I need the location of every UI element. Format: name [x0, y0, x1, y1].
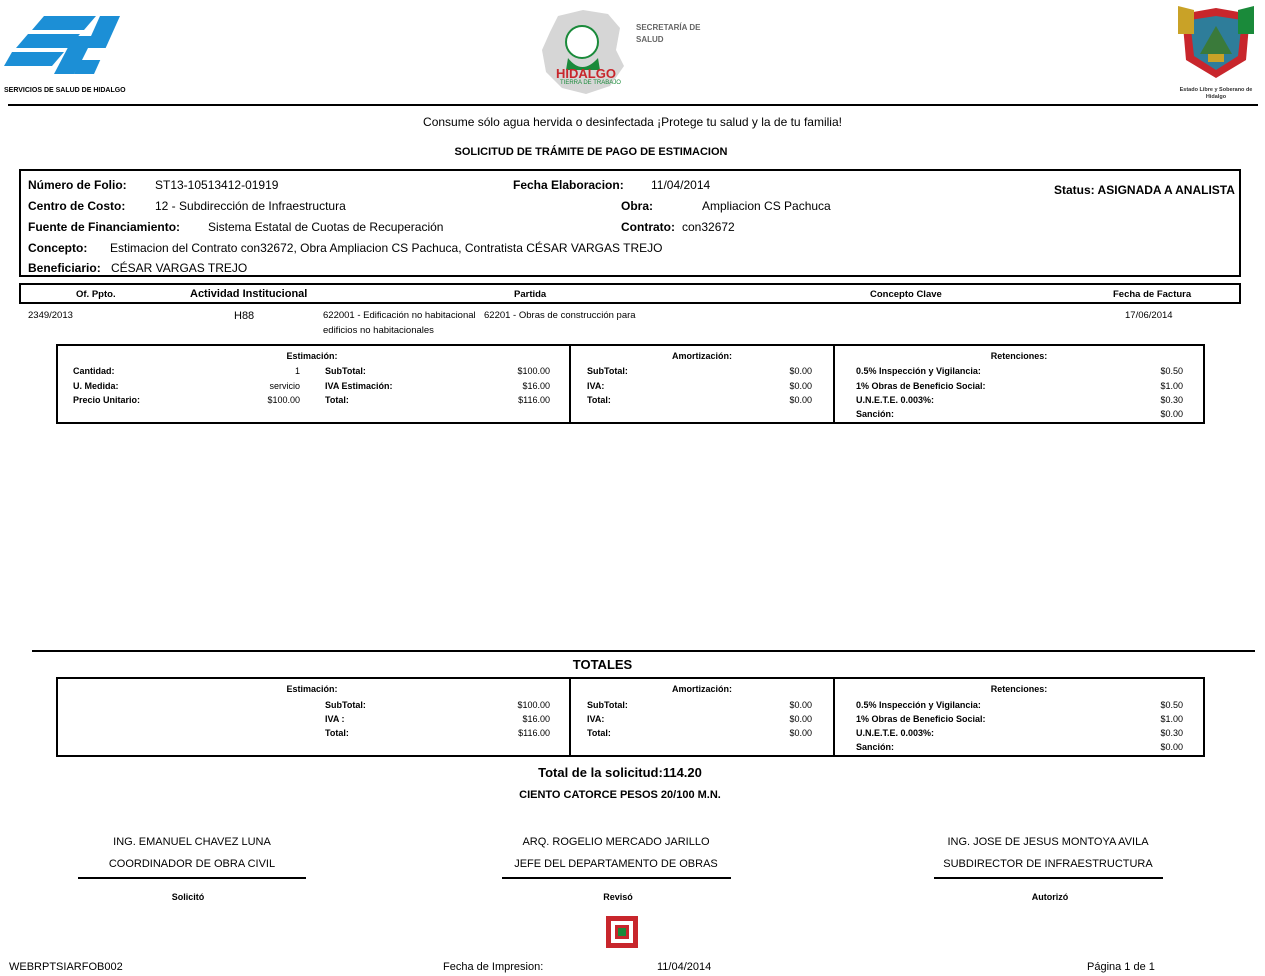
header-rule [8, 104, 1258, 106]
row-partida-2: 62201 - Obras de construcción para [484, 310, 636, 321]
signature-2-role: JEFE DEL DEPARTAMENTO DE OBRAS [514, 858, 718, 870]
col-partida: Partida [514, 289, 547, 300]
contrato-value: con32672 [682, 220, 735, 234]
signature-3-line [934, 877, 1163, 879]
col-of-ppto: Of. Ppto. [76, 289, 116, 300]
obra-label: Obra: [621, 199, 654, 213]
detail-cantidad-value: 1 [294, 366, 300, 376]
page-number: Página 1 de 1 [1087, 961, 1155, 973]
totales-subtotal-value: $100.00 [517, 700, 550, 710]
fecha-elaboracion-label: Fecha Elaboracion: [513, 178, 624, 192]
detail-total-label: Total: [325, 395, 349, 405]
folio-label: Número de Folio: [28, 178, 127, 192]
totales-rule [32, 650, 1255, 652]
detail-ret-sancion-label: Sanción: [856, 409, 895, 419]
detail-subtotal-value: $100.00 [517, 366, 550, 376]
footer-emblem [606, 916, 638, 948]
secretaria-title: SECRETARÍA DE SALUD [636, 23, 701, 44]
hidalgo-word: HIDALGO [556, 66, 616, 81]
document-title: SOLICITUD DE TRÁMITE DE PAGO DE ESTIMACION [454, 146, 728, 158]
concepto-label: Concepto: [28, 241, 88, 255]
detail-box [56, 344, 1205, 424]
detail-amort-iva-label: IVA: [587, 381, 605, 391]
detail-ret-unete-label: U.N.E.T.E. 0.003%: [856, 395, 935, 405]
detail-amort-title: Amortización: [671, 351, 732, 361]
detail-ret-insp-label: 0.5% Inspección y Vigilancia: [856, 366, 981, 376]
detail-subtotal-label: SubTotal: [325, 366, 366, 376]
totales-ret-unete-label: U.N.E.T.E. 0.003%: [856, 728, 935, 738]
fuente-value: Sistema Estatal de Cuotas de Recuperación [208, 220, 444, 234]
report-id: WEBRPTSIARFOB002 [9, 961, 123, 973]
totales-amort-subtotal-value: $0.00 [789, 700, 812, 710]
state-coat-of-arms [1176, 4, 1256, 98]
signature-3-role: SUBDIRECTOR DE INFRAESTRUCTURA [943, 858, 1153, 870]
row-partida-3: edificios no habitacionales [323, 325, 434, 336]
centro-costo-value: 12 - Subdirección de Infraestructura [155, 199, 346, 213]
signature-2-action: Revisó [603, 892, 633, 902]
flag-emblem-icon [606, 916, 638, 948]
obra-value: Ampliacion CS Pachuca [702, 199, 831, 213]
detail-ret-sancion-value: $0.00 [1160, 409, 1183, 419]
row-of-ppto: 2349/2013 [28, 310, 73, 321]
coat-of-arms-icon [1176, 4, 1256, 82]
beneficiario-label: Beneficiario: [28, 261, 101, 275]
row-fecha-factura: 17/06/2014 [1125, 310, 1173, 321]
impresion-label: Fecha de Impresion: [443, 961, 544, 973]
fuente-label: Fuente de Financiamiento: [28, 220, 181, 234]
detail-iva-label: IVA Estimación: [325, 381, 393, 391]
signature-3-action: Autorizó [1031, 892, 1069, 902]
totales-amort-iva-value: $0.00 [789, 714, 812, 724]
detail-amort-iva-value: $0.00 [789, 381, 812, 391]
signature-2-line [502, 877, 731, 879]
totales-amort-total-value: $0.00 [789, 728, 812, 738]
detail-cantidad-label: Cantidad: [73, 366, 115, 376]
ssh-logo [4, 14, 126, 92]
detail-precio-value: $100.00 [267, 395, 300, 405]
detail-precio-label: Precio Unitario: [73, 395, 141, 405]
signature-2-name: ARQ. ROGELIO MERCADO JARILLO [522, 836, 710, 848]
totales-title: TOTALES [572, 657, 633, 672]
totales-ret-benef-value: $1.00 [1160, 714, 1183, 724]
totales-amort-total-label: Total: [587, 728, 611, 738]
totales-iva-value: $16.00 [522, 714, 550, 724]
col-fecha-factura: Fecha de Factura [1113, 289, 1192, 300]
signature-1-action: Solicitó [171, 892, 205, 902]
hidalgo-sub: TIERRA DE TRABAJO [560, 80, 621, 86]
signature-1-name: ING. EMANUEL CHAVEZ LUNA [113, 836, 271, 848]
totales-amort-title: Amortización: [671, 684, 732, 694]
detail-amort-total-label: Total: [587, 395, 611, 405]
status-badge: Status: ASIGNADA A ANALISTA [1054, 183, 1235, 197]
detail-estimacion-title: Estimación: [286, 351, 338, 361]
detail-iva-value: $16.00 [522, 381, 550, 391]
signature-3-name: ING. JOSE DE JESUS MONTOYA AVILA [947, 836, 1149, 848]
totales-iva-label: IVA : [325, 714, 345, 724]
detail-ret-benef-label: 1% Obras de Beneficio Social: [856, 381, 986, 391]
table-header [19, 283, 1241, 304]
totales-ret-insp-value: $0.50 [1160, 700, 1183, 710]
totales-estimacion-title: Estimación: [286, 684, 338, 694]
detail-ret-title: Retenciones: [990, 351, 1048, 361]
totales-total-value: $116.00 [518, 728, 550, 738]
totales-amort-subtotal-label: SubTotal: [587, 700, 628, 710]
detail-amort-total-value: $0.00 [789, 395, 812, 405]
detail-ret-insp-value: $0.50 [1160, 366, 1183, 376]
detail-amort-subtotal-label: SubTotal: [587, 366, 628, 376]
totales-ret-benef-label: 1% Obras de Beneficio Social: [856, 714, 986, 724]
fecha-elaboracion-value: 11/04/2014 [651, 178, 711, 192]
total-solicitud: Total de la solicitud:114.20 [538, 765, 702, 780]
totales-ret-insp-label: 0.5% Inspección y Vigilancia: [856, 700, 981, 710]
signature-1-line [78, 877, 306, 879]
detail-umedida-label: U. Medida: [73, 381, 119, 391]
impresion-value: 11/04/2014 [657, 961, 712, 973]
ssh-logo-text: SERVICIOS DE SALUD DE HIDALGO [4, 87, 126, 94]
detail-amort-subtotal-value: $0.00 [789, 366, 812, 376]
row-partida-1: 622001 - Edificación no habitacional [323, 310, 476, 321]
row-actividad: H88 [234, 310, 255, 322]
detail-umedida-value: servicio [269, 381, 300, 391]
detail-ret-unete-value: $0.30 [1160, 395, 1183, 405]
concepto-value: Estimacion del Contrato con32672, Obra Ampliacion CS Pachuca, Contratista CÉSAR VARGAS TREJO [110, 241, 663, 255]
ssh-logo-icon [4, 14, 126, 80]
totales-ret-unete-value: $0.30 [1160, 728, 1183, 738]
beneficiario-value: CÉSAR VARGAS TREJO [111, 261, 248, 275]
totales-ret-sancion-value: $0.00 [1160, 742, 1183, 752]
totales-amort-iva-label: IVA: [587, 714, 605, 724]
health-notice: Consume sólo agua hervida o desinfectada ¡Protege tu salud y la de tu familia! [423, 115, 842, 129]
totales-total-label: Total: [325, 728, 349, 738]
total-en-letra: CIENTO CATORCE PESOS 20/100 M.N. [519, 789, 721, 801]
col-actividad: Actividad Institucional [190, 288, 308, 300]
totales-box [56, 677, 1205, 757]
table-row [0, 306, 1265, 336]
totales-subtotal-label: SubTotal: [325, 700, 366, 710]
col-concepto-clave: Concepto Clave [870, 289, 942, 300]
detail-ret-benef-value: $1.00 [1160, 381, 1183, 391]
coat-of-arms-text: Estado Libre y Soberano de Hidalgo [1179, 87, 1253, 100]
detail-total-value: $116.00 [518, 395, 550, 405]
folio-value: ST13-10513412-01919 [155, 178, 279, 192]
secretaria-logo [538, 6, 718, 98]
signature-1-role: COORDINADOR DE OBRA CIVIL [108, 858, 276, 870]
info-box [19, 169, 1241, 277]
centro-costo-label: Centro de Costo: [28, 199, 126, 213]
contrato-label: Contrato: [621, 220, 675, 234]
totales-ret-sancion-label: Sanción: [856, 742, 895, 752]
totales-ret-title: Retenciones: [990, 684, 1048, 694]
